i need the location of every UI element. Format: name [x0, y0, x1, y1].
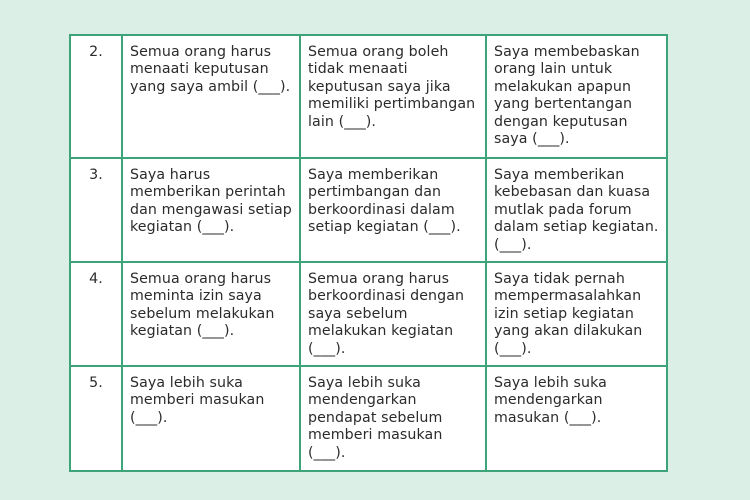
- table-row: [70, 158, 667, 262]
- option-cell: Saya memberikan pertimbangan dan berkoordinasi dalam setiap kegiatan (___).: [300, 158, 486, 262]
- option-cell: Semua orang boleh tidak menaati keputusan saya jika memiliki pertimbangan lain (___).: [300, 35, 486, 158]
- questionnaire-sheet: [69, 34, 666, 470]
- leadership-style-table: [69, 34, 668, 472]
- option-cell: Semua orang harus berkoordinasi dengan saya sebelum melakukan kegiatan (___).: [300, 262, 486, 366]
- row-number: 5.: [70, 366, 122, 471]
- option-cell: Saya membebaskan orang lain untuk melakukan apapun yang bertentangan dengan keputusan saya (___).: [486, 35, 667, 158]
- row-number: 3.: [70, 158, 122, 262]
- option-cell: Saya lebih suka mendengarkan masukan (___).: [486, 366, 667, 471]
- table-row: [70, 262, 667, 366]
- option-cell: Saya lebih suka mendengarkan pendapat sebelum memberi masukan (___).: [300, 366, 486, 471]
- table-row: [70, 366, 667, 471]
- table-row: [70, 35, 667, 158]
- option-cell: Semua orang harus meminta izin saya sebelum melakukan kegiatan (___).: [122, 262, 300, 366]
- option-cell: Saya tidak pernah mempermasalahkan izin setiap kegiatan yang akan dilakukan (___).: [486, 262, 667, 366]
- option-cell: Saya lebih suka memberi masukan (___).: [122, 366, 300, 471]
- row-number: 4.: [70, 262, 122, 366]
- row-number: 2.: [70, 35, 122, 158]
- option-cell: Semua orang harus menaati keputusan yang saya ambil (___).: [122, 35, 300, 158]
- option-cell: Saya memberikan kebebasan dan kuasa mutlak pada forum dalam setiap kegiatan. (___).: [486, 158, 667, 262]
- option-cell: Saya harus memberikan perintah dan mengawasi setiap kegiatan (___).: [122, 158, 300, 262]
